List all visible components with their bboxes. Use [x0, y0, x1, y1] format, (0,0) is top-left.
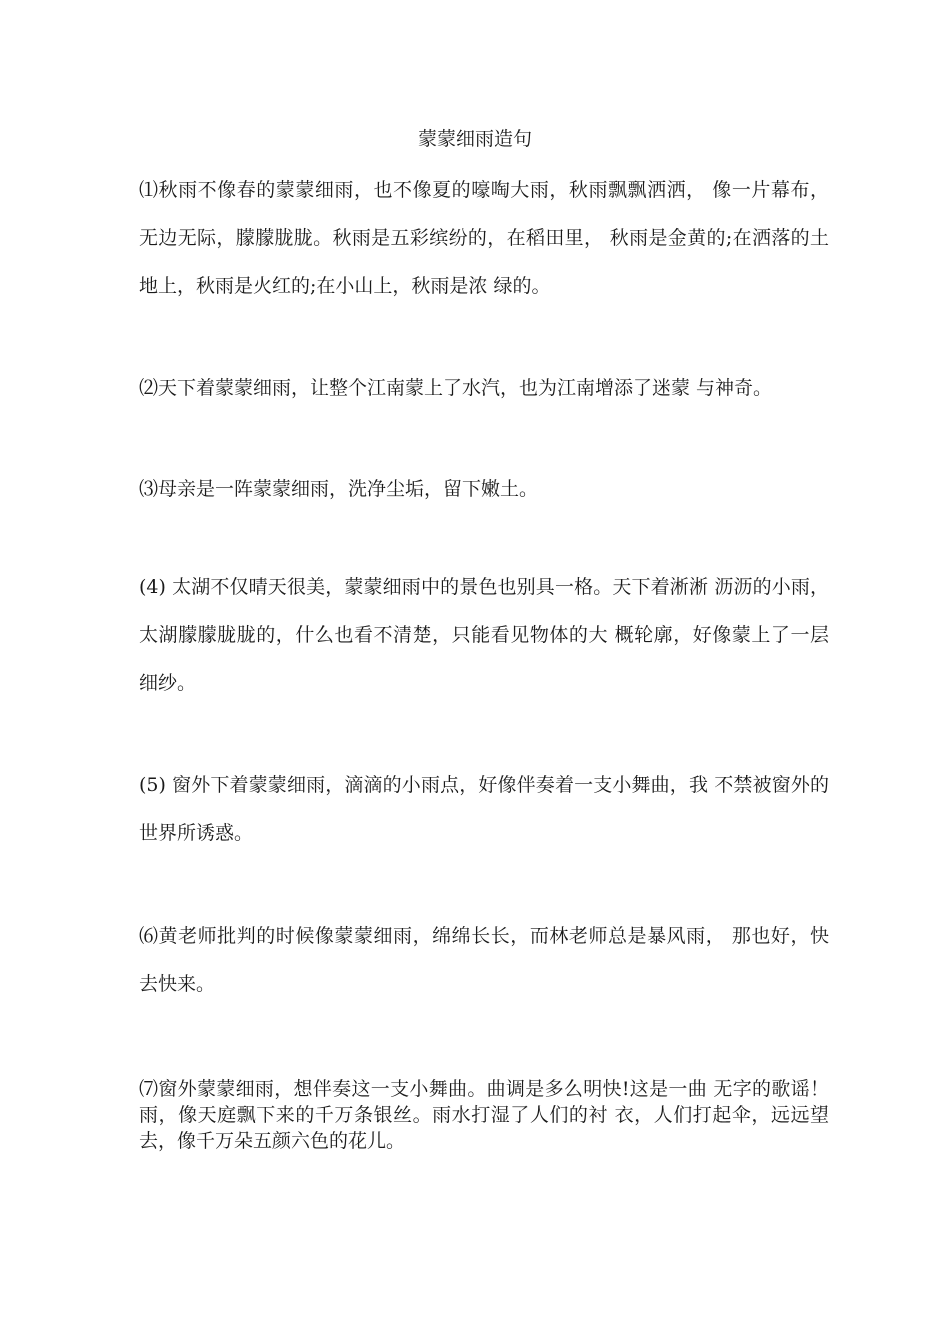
- paragraph-4: (4) 太湖不仅晴天很美，蒙蒙细雨中的景色也别具一格。天下着淅淅 沥沥的小雨，太湖朦朦胧胧的，什么也看不清楚，只能看见物体的大 概轮廓，好像蒙上了一层细纱。: [139, 576, 829, 694]
- paragraph-5: (5) 窗外下着蒙蒙细雨，滴滴的小雨点，好像伴奏着一支小舞曲，我 不禁被窗外的世界所诱惑。: [139, 774, 829, 844]
- document-title: 蒙蒙细雨造句: [417, 128, 532, 150]
- paragraph-3: ⑶母亲是一阵蒙蒙细雨，洗净尘垢，留下嫩土。: [139, 478, 539, 500]
- paragraph-6: ⑹黄老师批判的时候像蒙蒙细雨，绵绵长长，而林老师总是暴风雨， 那也好，快去快来。: [139, 925, 829, 995]
- paragraph-1: ⑴秋雨不像春的蒙蒙细雨，也不像夏的嚎啕大雨，秋雨飘飘洒洒， 像一片幕布，无边无际，朦朦胧胧。秋雨是五彩缤纷的，在稻田里， 秋雨是金黄的;在洒落的土地上，秋雨是火红的;在小山上，秋雨是浓 绿的。: [139, 179, 829, 297]
- paragraph-7: ⑺窗外蒙蒙细雨，想伴奏这一支小舞曲。曲调是多么明快!这是一曲 无字的歌谣！雨，像天庭飘下来的千万条银丝。雨水打湿了人们的衬 衣，人们打起伞，远远望去，像千万朵五颜六色的花儿。: [139, 1078, 829, 1152]
- paragraph-2: ⑵天下着蒙蒙细雨，让整个江南蒙上了水汽，也为江南增添了迷蒙 与神奇。: [139, 377, 773, 399]
